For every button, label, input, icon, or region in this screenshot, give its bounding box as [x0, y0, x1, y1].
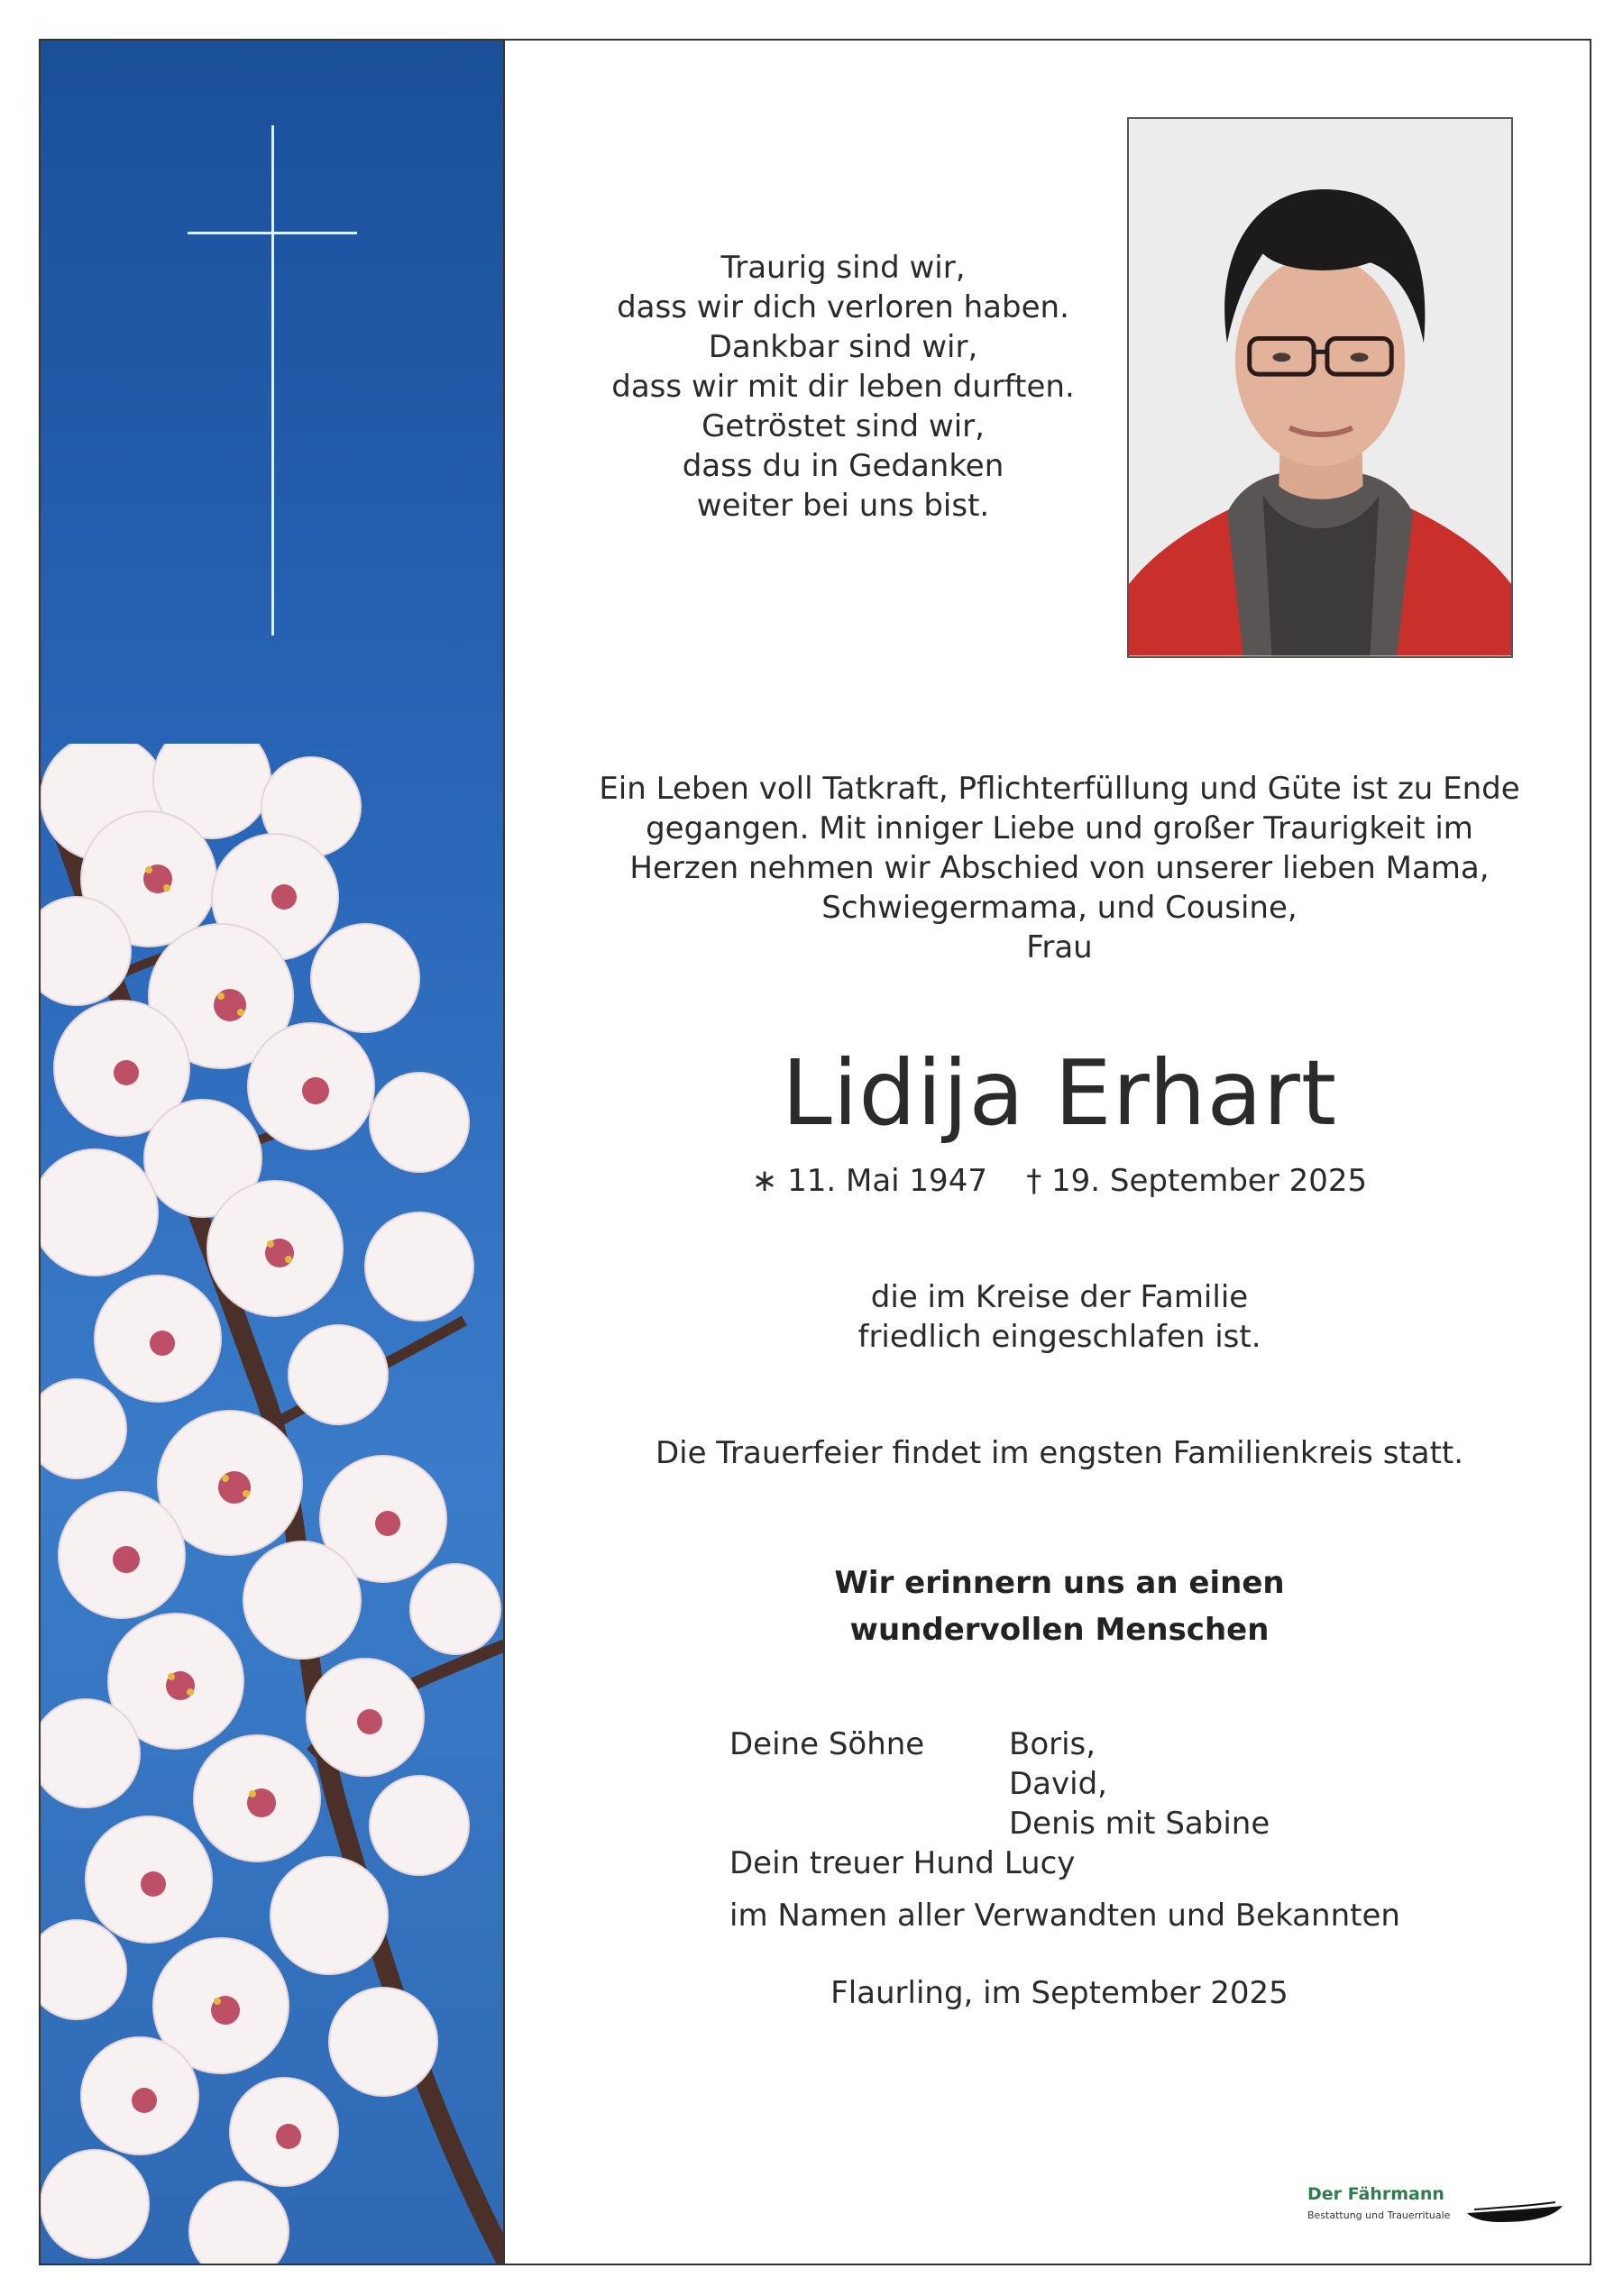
birth-symbol: ∗ — [751, 1163, 778, 1199]
funeral-notice: Die Trauerfeier findet im engsten Familienkreis statt. — [655, 1435, 1464, 1471]
remembrance-line: Wir erinnern uns an einen — [834, 1565, 1285, 1601]
deceased-name: Lidija Erhart — [781, 1040, 1338, 1146]
passing-line: die im Kreise der Familie — [870, 1279, 1249, 1315]
passing-text — [546, 1277, 1573, 1357]
remembrance-text — [546, 1560, 1573, 1653]
poem-line: dass wir mit dir leben durften. — [611, 369, 1075, 405]
portrait-photo — [1127, 117, 1513, 658]
boat-icon — [1465, 2193, 1564, 2229]
poem-line: Getröstet sind wir, — [701, 408, 985, 444]
intro-line: Ein Leben voll Tatkraft, Pflichterfüllung und Güte ist zu Ende — [599, 771, 1520, 807]
son-name: David, — [1009, 1766, 1107, 1802]
poem — [546, 248, 1141, 526]
portrait-image — [1129, 119, 1511, 656]
blossom-branch-image — [41, 744, 505, 2264]
intro-line: Frau — [1026, 929, 1093, 965]
son-name: Denis mit Sabine — [1009, 1806, 1270, 1842]
poem-line: Traurig sind wir, — [720, 250, 966, 286]
intro-line: Schwiegermama, und Cousine, — [821, 890, 1297, 926]
mourners-list — [729, 1724, 1541, 1883]
poem-line: Dankbar sind wir, — [708, 329, 978, 365]
intro-line: Herzen nehmen wir Abschied von unserer lieben Mama, — [629, 850, 1490, 886]
mourners-row — [729, 1804, 1541, 1843]
son-name: Boris, — [1009, 1726, 1096, 1762]
mourners-row — [729, 1843, 1541, 1883]
mourners-row — [729, 1764, 1541, 1804]
birth-date: 11. Mai 1947 — [787, 1163, 987, 1199]
mourners-all-relatives: im Namen aller Verwandten und Bekannten — [729, 1898, 1400, 1934]
poem-line: weiter bei uns bist. — [696, 488, 990, 524]
funeral-home-logo — [1307, 2184, 1569, 2238]
passing-line: friedlich eingeschlafen ist. — [857, 1319, 1261, 1355]
intro-text — [546, 769, 1573, 967]
intro-line: gegangen. Mit inniger Liebe und großer Traurigkeit im — [646, 810, 1473, 846]
place-date: Flaurling, im September 2025 — [830, 1975, 1288, 2011]
decorative-side-panel — [41, 41, 505, 2264]
remembrance-line: wundervollen Menschen — [849, 1612, 1270, 1648]
poem-line: dass wir dich verloren haben. — [617, 289, 1069, 325]
logo-name: Der Fährmann — [1307, 2184, 1444, 2204]
death-date: 19. September 2025 — [1051, 1163, 1368, 1199]
life-dates — [546, 1161, 1573, 1201]
logo-tagline: Bestattung und Trauerrituale — [1307, 2209, 1451, 2221]
cross-icon — [271, 125, 274, 636]
death-symbol: † — [1026, 1163, 1042, 1199]
mourners-row — [729, 1724, 1541, 1764]
obituary-card — [39, 39, 1591, 2265]
dog-mourner: Dein treuer Hund Lucy — [729, 1845, 1076, 1881]
sons-label: Deine Söhne — [729, 1726, 925, 1762]
cross-icon-bar — [188, 232, 357, 234]
poem-line: dass du in Gedanken — [682, 448, 1004, 484]
